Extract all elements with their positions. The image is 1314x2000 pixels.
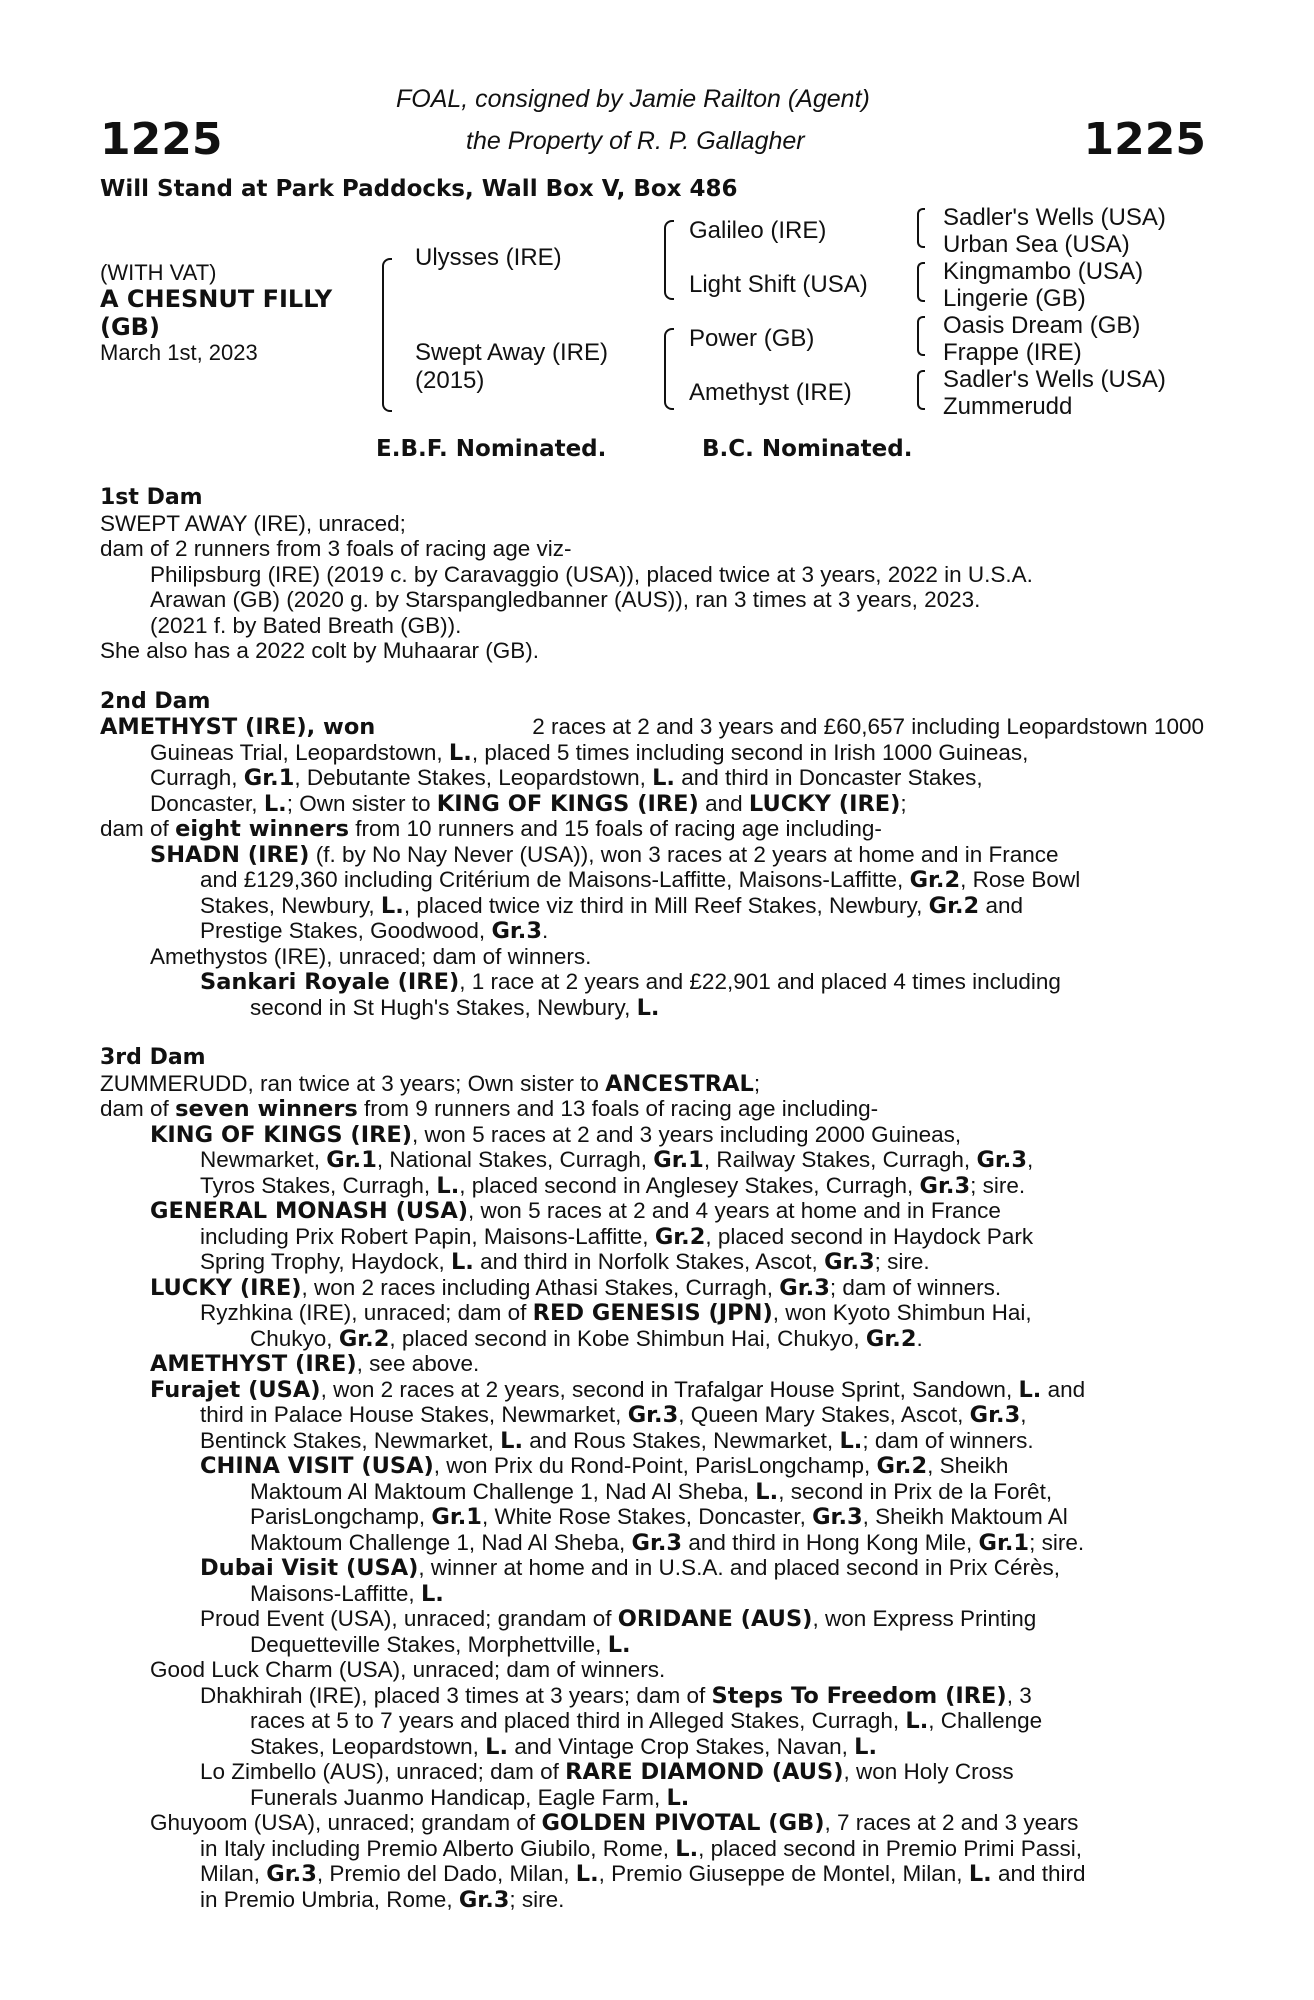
second-dam-line: Guineas Trial, Leopardstown, L., placed 5 times including second in Irish 1000 Guineas,	[150, 740, 1029, 766]
sire-sire-name: Galileo (IRE)	[689, 217, 827, 244]
third-dam-line: Milan, Gr.3, Premio del Dado, Milan, L., Premio Giuseppe de Montel, Milan, L. and third	[200, 1861, 1086, 1887]
third-dam-line: Tyros Stakes, Curragh, L., placed second in Anglesey Stakes, Curragh, Gr.3; sire.	[200, 1173, 1026, 1199]
lot-number-left: 1225	[100, 114, 223, 165]
g3-ancestor: Sadler's Wells (USA)	[943, 366, 1166, 393]
third-dam-line: Ryzhkina (IRE), unraced; dam of RED GENESIS (JPN), won Kyoto Shimbun Hai,	[200, 1300, 1032, 1326]
third-dam-line: Ghuyoom (USA), unraced; grandam of GOLDEN PIVOTAL (GB), 7 races at 2 and 3 years	[150, 1810, 1079, 1836]
dam-bracket	[664, 328, 674, 410]
third-dam-line: Proud Event (USA), unraced; grandam of ORIDANE (AUS), won Express Printing	[200, 1606, 1037, 1632]
subject-name: A CHESNUT FILLY	[100, 285, 333, 313]
third-dam-line: KING OF KINGS (IRE), won 5 races at 2 and 3 years including 2000 Guineas,	[150, 1122, 962, 1148]
dam-dam-name: Amethyst (IRE)	[689, 379, 852, 406]
g3-bracket-4	[917, 370, 925, 410]
second-dam-line: and £129,360 including Critérium de Maisons-Laffitte, Maisons-Laffitte, Gr.2, Rose Bowl	[200, 867, 1081, 893]
second-dam-line: SHADN (IRE) (f. by No Nay Never (USA)), won 3 races at 2 years at home and in France	[150, 842, 1059, 868]
g3-ancestor: Urban Sea (USA)	[943, 231, 1130, 258]
third-dam-line: ZUMMERUDD, ran twice at 3 years; Own sister to ANCESTRAL;	[100, 1071, 761, 1097]
g3-ancestor: Kingmambo (USA)	[943, 258, 1144, 285]
first-dam-produce: Arawan (GB) (2020 g. by Starspangledbanner (AUS)), ran 3 times at 3 years, 2023.	[150, 587, 981, 612]
third-dam-line: Good Luck Charm (USA), unraced; dam of winners.	[150, 1657, 666, 1682]
third-dam-line: Stakes, Leopardstown, L. and Vintage Crop Stakes, Navan, L.	[250, 1734, 878, 1760]
third-dam-line: Chukyo, Gr.2, placed second in Kobe Shimbun Hai, Chukyo, Gr.2.	[250, 1326, 923, 1352]
third-dam-line: third in Palace House Stakes, Newmarket, Gr.3, Queen Mary Stakes, Ascot, Gr.3,	[200, 1402, 1027, 1428]
sire-dam-name: Light Shift (USA)	[689, 271, 868, 298]
third-dam-line: in Italy including Premio Alberto Giubilo, Rome, L., placed second in Premio Primi Passi,	[200, 1836, 1083, 1862]
ebf-nomination: E.B.F. Nominated.	[376, 436, 607, 462]
third-dam-line: Maktoum Challenge 1, Nad Al Sheba, Gr.3 and third in Hong Kong Mile, Gr.1; sire.	[250, 1530, 1085, 1556]
first-dam-line: dam of 2 runners from 3 foals of racing age viz-	[100, 536, 572, 561]
second-dam-line: AMETHYST (IRE), won 2 races at 2 and 3 years and £60,657 including Leopardstown 1000	[100, 714, 1204, 740]
stand-location: Will Stand at Park Paddocks, Wall Box V, Box 486	[100, 176, 738, 202]
g3-ancestor: Lingerie (GB)	[943, 285, 1086, 312]
first-dam-line: SWEPT AWAY (IRE), unraced;	[100, 511, 406, 536]
third-dam-line: LUCKY (IRE), won 2 races including Athasi Stakes, Curragh, Gr.3; dam of winners.	[150, 1275, 1002, 1301]
g3-bracket-3	[917, 316, 925, 356]
third-dam-line: Dubai Visit (USA), winner at home and in U.S.A. and placed second in Prix Cérès,	[200, 1555, 1061, 1581]
g3-bracket-1	[917, 208, 925, 248]
first-dam-line: She also has a 2022 colt by Muhaarar (GB).	[100, 638, 539, 663]
second-dam-line: Stakes, Newbury, L., placed twice viz third in Mill Reef Stakes, Newbury, Gr.2 and	[200, 893, 1023, 919]
g3-bracket-2	[917, 262, 925, 302]
third-dam-line: including Prix Robert Papin, Maisons-Laffitte, Gr.2, placed second in Haydock Park	[200, 1224, 1034, 1250]
third-dam-line: Spring Trophy, Haydock, L. and third in Norfolk Stakes, Ascot, Gr.3; sire.	[200, 1249, 930, 1275]
g3-ancestor: Sadler's Wells (USA)	[943, 204, 1166, 231]
third-dam-line: CHINA VISIT (USA), won Prix du Rond-Point, ParisLongchamp, Gr.2, Sheikh	[200, 1453, 1009, 1479]
dam-sire-name: Power (GB)	[689, 325, 815, 352]
third-dam-line: Funerals Juanmo Handicap, Eagle Farm, L.	[250, 1785, 690, 1811]
second-dam-line: Sankari Royale (IRE), 1 race at 2 years and £22,901 and placed 4 times including	[200, 969, 1061, 995]
g3-ancestor: Oasis Dream (GB)	[943, 312, 1141, 339]
pedigree-bracket	[382, 258, 392, 412]
lot-number-right: 1225	[1083, 114, 1206, 165]
sire-name: Ulysses (IRE)	[415, 244, 562, 271]
third-dam-line: Furajet (USA), won 2 races at 2 years, second in Trafalgar House Sprint, Sandown, L. and	[150, 1377, 1086, 1403]
date-of-birth: March 1st, 2023	[100, 340, 258, 365]
second-dam-line: dam of eight winners from 10 runners and 15 foals of racing age including-	[100, 816, 882, 842]
second-dam-title: 2nd Dam	[100, 689, 211, 714]
third-dam-line: dam of seven winners from 9 runners and 13 foals of racing age including-	[100, 1096, 879, 1122]
sire-bracket	[664, 220, 674, 300]
subject-name-country: (GB)	[100, 313, 160, 341]
bc-nomination: B.C. Nominated.	[702, 436, 913, 462]
second-dam-line: Amethystos (IRE), unraced; dam of winners.	[150, 944, 592, 969]
third-dam-line: in Premio Umbria, Rome, Gr.3; sire.	[200, 1887, 565, 1913]
first-dam-produce: Philipsburg (IRE) (2019 c. by Caravaggio (USA)), placed twice at 3 years, 2022 in U.S.A.	[150, 562, 1033, 587]
third-dam-line: Lo Zimbello (AUS), unraced; dam of RARE DIAMOND (AUS), won Holy Cross	[200, 1759, 1014, 1785]
third-dam-line: AMETHYST (IRE), see above.	[150, 1351, 480, 1377]
third-dam-line: Newmarket, Gr.1, National Stakes, Curragh, Gr.1, Railway Stakes, Curragh, Gr.3,	[200, 1147, 1034, 1173]
first-dam-title: 1st Dam	[100, 485, 203, 510]
consignor-line: FOAL, consigned by Jamie Railton (Agent)	[396, 85, 870, 113]
third-dam-line: Bentinck Stakes, Newmarket, L. and Rous Stakes, Newmarket, L.; dam of winners.	[200, 1428, 1034, 1454]
third-dam-line: ParisLongchamp, Gr.1, White Rose Stakes, Doncaster, Gr.3, Sheikh Maktoum Al	[250, 1504, 1068, 1530]
dam-year: (2015)	[415, 367, 485, 394]
second-dam-line: Prestige Stakes, Goodwood, Gr.3.	[200, 918, 549, 944]
g3-ancestor: Zummerudd	[943, 393, 1073, 420]
third-dam-line: Dequetteville Stakes, Morphettville, L.	[250, 1632, 631, 1658]
second-dam-line: Doncaster, L.; Own sister to KING OF KINGS (IRE) and LUCKY (IRE);	[150, 791, 907, 817]
g3-ancestor: Frappe (IRE)	[943, 339, 1082, 366]
first-dam-produce: (2021 f. by Bated Breath (GB)).	[150, 613, 462, 638]
third-dam-line: GENERAL MONASH (USA), won 5 races at 2 and 4 years at home and in France	[150, 1198, 1001, 1224]
third-dam-title: 3rd Dam	[100, 1045, 206, 1070]
dam-name: Swept Away (IRE)	[415, 339, 608, 366]
second-dam-line: Curragh, Gr.1, Debutante Stakes, Leopardstown, L. and third in Doncaster Stakes,	[150, 765, 983, 791]
third-dam-line: Dhakhirah (IRE), placed 3 times at 3 years; dam of Steps To Freedom (IRE), 3	[200, 1683, 1032, 1709]
vat-note: (WITH VAT)	[100, 260, 217, 285]
second-dam-line: second in St Hugh's Stakes, Newbury, L.	[250, 995, 660, 1021]
property-line: the Property of R. P. Gallagher	[466, 127, 805, 155]
third-dam-line: races at 5 to 7 years and placed third in Alleged Stakes, Curragh, L., Challenge	[250, 1708, 1043, 1734]
third-dam-line: Maktoum Al Maktoum Challenge 1, Nad Al Sheba, L., second in Prix de la Forêt,	[250, 1479, 1053, 1505]
third-dam-line: Maisons-Laffitte, L.	[250, 1581, 444, 1607]
